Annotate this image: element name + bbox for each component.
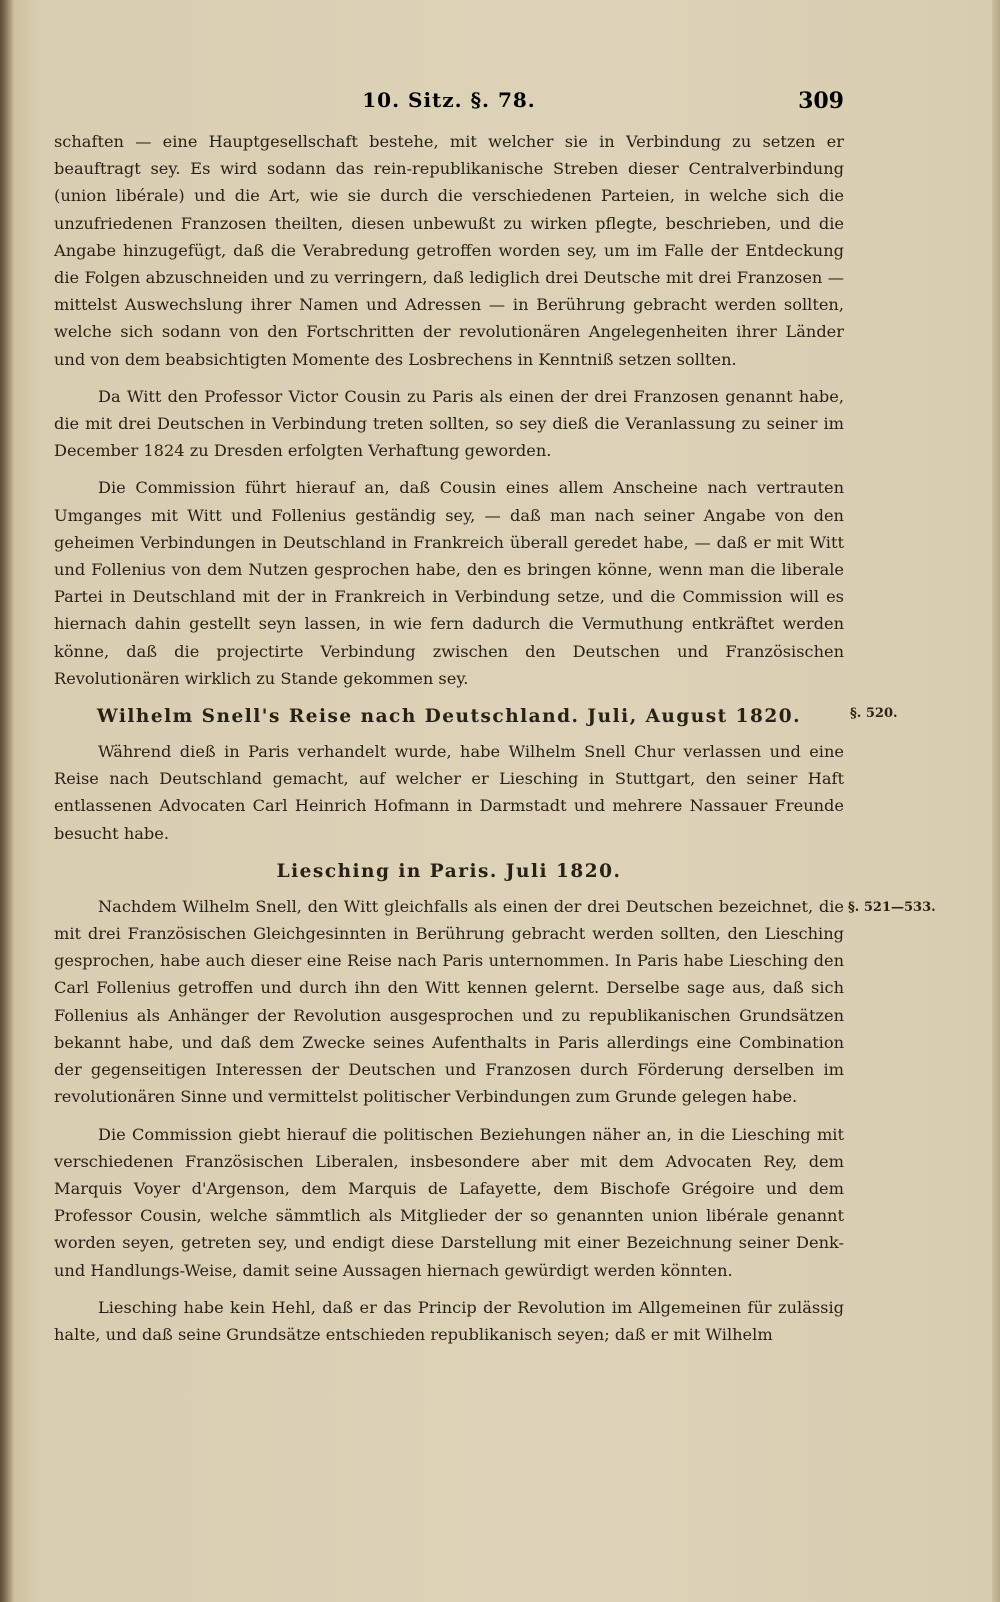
paragraph: Die Commission führt hierauf an, daß Cousin eines allem Anscheine nach vertrauten Umganges mit Witt und Follenius geständig sey, — daß man nach seiner Angabe von den geheimen Verbindungen in Deutschland in Frankreich überall geredet habe, — daß er mit Witt und Follenius von dem Nutzen gesprochen habe, den es bringen könne, wenn man die liberale Partei in Deutschland mit der in Frankreich in Verbindung setze, und die Commission will es hiernach dahin gestellt seyn lassen, in wie fern dadurch die Vermuthung entkräftet werden könne, daß die projectirte Verbindung zwischen den Deutschen und Französischen Revolutionären wirklich zu Stande gekommen sey. xyxy=(54,478,844,688)
paragraph: Die Commission giebt hierauf die politischen Beziehungen näher an, in die Liesching mit verschiedenen Französischen Liberalen, insbesondere aber mit dem Advocaten Rey, dem Marquis Voyer d'Argenson, dem Marquis de Lafayette, dem Bischofe Grégoire und dem Professor Cousin, welche sämmtlich als Mitglieder der so genannten union libérale genannt worden seyen, getreten sey, und endigt diese Darstellung mit einer Bezeichnung seiner Denk- und Handlungs-Weise, damit seine Aussagen hiernach gewürdigt werden könnten. xyxy=(54,1124,844,1280)
paragraph-continuation: schaften — eine Hauptgesellschaft bestehe, mit welcher sie in Verbindung zu setzen er beauftragt sey. Es wird sodann das rein-republikanische Streben dieser Centralverbindung (union libérale) und die Art, wie sie durch die verschiedenen Parteien, in welche sich die unzufriedenen Franzosen theilten, diesen unbewußt zu wirken pflegte, beschrieben, und die Angabe hinzugefügt, daß die Verabredung getroffen worden sey, um im Falle der Entdeckung die Folgen abzuschneiden und zu verringern, daß lediglich drei Deutsche mit drei Franzosen — mittelst Auswechslung ihrer Namen und Adressen — in Berührung gebracht werden sollten, welche sich sodann von den Fortschritten der revolutionären Angelegenheiten ihrer Länder und von dem beabsichtigten Momente des Losbrechens in Kenntniß setzen sollten. xyxy=(54,132,844,369)
section-heading-snell: Wilhelm Snell's Reise nach Deutschland. Juli, August 1820. xyxy=(96,706,802,728)
margin-section-ref-520: §. 520. xyxy=(850,706,898,721)
margin-section-ref-521-533: §. 521—533. xyxy=(848,900,936,915)
running-head: 10. Sitz. §. 78. xyxy=(362,88,536,112)
page-edge xyxy=(992,0,1000,1602)
paragraph: Während dieß in Paris verhandelt wurde, habe Wilhelm Snell Chur verlassen und eine Reise nach Deutschland gemacht, auf welcher er Liesching in Stuttgart, den seiner Haft entlassenen Advocaten Carl Heinrich Hofmann in Darmstadt und mehrere Nassauer Freunde besucht habe. xyxy=(54,742,844,843)
page-number: 309 xyxy=(798,88,844,114)
paragraph: Liesching habe kein Hehl, daß er das Princip der Revolution im Allgemeinen für zulässig halte, und daß seine Grundsätze entschieden republikanisch seyen; daß er mit Wilhelm xyxy=(54,1297,844,1344)
paragraph: Nachdem Wilhelm Snell, den Witt gleichfalls als einen der drei Deutschen bezeichnet, die mit drei Französischen Gleichgesinnten in Berührung gebracht werden sollten, den Liesching gesprochen, habe auch dieser eine Reise nach Paris unternommen. In Paris habe Liesching den Carl Follenius getroffen und durch ihn den Witt kennen gelernt. Derselbe sage aus, daß sich Follenius als Anhänger der Revolution ausgesprochen und zu republikanischen Grundsätzen bekannt habe, und daß dem Zwecke seines Aufenthalts in Paris allerdings eine Combination der gegenseitigen Interessen der Deutschen und Franzosen durch Förderung derselben im revolutionären Sinne und vermittelst politischer Verbindungen zum Grunde gelegen habe. xyxy=(54,896,844,1107)
page-body xyxy=(54,128,844,1358)
paragraph: Da Witt den Professor Victor Cousin zu Paris als einen der drei Franzosen genannt habe, die mit drei Deutschen in Verbindung treten sollten, so sey dieß die Veranlassung zu seiner im December 1824 zu Dresden erfolgten Verhaftung geworden. xyxy=(54,386,844,461)
page-header xyxy=(54,88,844,118)
section-heading-liesching: Liesching in Paris. Juli 1820. xyxy=(276,860,622,882)
